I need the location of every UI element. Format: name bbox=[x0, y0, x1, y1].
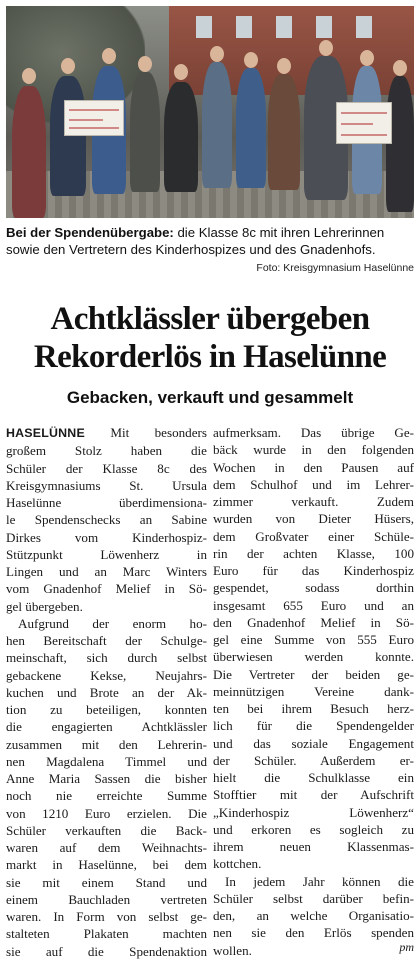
article-line: nen sie den Erlös spenden bbox=[213, 925, 414, 941]
article-line: waren auf dem Weihnachts- bbox=[6, 840, 207, 855]
person bbox=[236, 68, 266, 188]
person-head bbox=[61, 58, 75, 74]
article-line: dem Großvater einer Schüle- bbox=[213, 528, 414, 544]
caption-text: die Klasse 8c mit ihren Lehrerinnen sowie den Vertretern des Kinderhospizes und des Gnadenhofs. bbox=[6, 225, 385, 257]
article-line: hen Bereitschaft der Schulge- bbox=[6, 633, 207, 648]
person-head bbox=[102, 48, 116, 64]
donation-cheque-left bbox=[64, 100, 124, 136]
article-line: Schüler verkauften die Back- bbox=[6, 822, 207, 838]
article-line: rin der achten Klasse, 100 bbox=[213, 545, 414, 561]
person-head bbox=[393, 60, 407, 76]
person bbox=[130, 72, 160, 192]
article-line: gespendet, sodass dorthin bbox=[213, 580, 414, 596]
article-line: großem Stolz haben die bbox=[6, 443, 207, 459]
person bbox=[386, 76, 414, 212]
article-line: meinschaft, sich durch selbst bbox=[6, 650, 207, 666]
article-line: dem Schulhof und im Lehrer- bbox=[213, 476, 414, 492]
article-line: und das soziale Engagement bbox=[213, 735, 414, 751]
article-line: überwiesen werden konnte. bbox=[213, 649, 414, 665]
article-line: nen Magdalena Timmel und bbox=[6, 753, 207, 769]
caption-lead: Bei der Spendenübergabe: bbox=[6, 225, 174, 240]
article-line: den, an welche Organisatio- bbox=[213, 908, 414, 923]
person-head bbox=[319, 40, 333, 56]
person-head bbox=[244, 52, 258, 68]
person-head bbox=[277, 58, 291, 74]
window bbox=[356, 16, 372, 38]
article-line: die engagierten Achtklässler bbox=[6, 719, 207, 735]
article-line: Anne Maria Sassen die bisher bbox=[6, 771, 207, 786]
article-line: Stützpunkt Löwenherz in bbox=[6, 546, 207, 562]
person bbox=[164, 82, 198, 192]
article-line: gebackene Kekse, Neujahrs- bbox=[6, 667, 207, 683]
article-line: bäck wurde in den folgenden bbox=[213, 442, 414, 458]
person-head bbox=[22, 68, 36, 84]
article-line: markt in Haselünne, bei dem bbox=[6, 857, 207, 873]
article-line: wurden von Dieter Hüsers, bbox=[213, 511, 414, 527]
article-line: Aufgrund der enorm ho- bbox=[18, 615, 207, 631]
window bbox=[276, 16, 292, 38]
article-line: aufmerksam. Das übrige Ge- bbox=[213, 425, 414, 440]
article-line: den Gnadenhof Melief in Sö- bbox=[213, 614, 414, 630]
article-line: In jedem Jahr können die bbox=[225, 873, 414, 889]
article-line: Wochen in den Pausen auf bbox=[213, 459, 414, 475]
article-line: tion zu beteiligen, konnten bbox=[6, 702, 207, 717]
headline-line-1: Achtklässler übergeben bbox=[50, 301, 370, 337]
article-line: von 1210 Euro erzielen. Die bbox=[6, 805, 207, 821]
window bbox=[236, 16, 252, 38]
photo-caption bbox=[6, 224, 414, 258]
article-headline bbox=[0, 300, 420, 376]
article-line: Schüler der Klasse 8c des bbox=[6, 460, 207, 476]
person bbox=[12, 86, 46, 218]
article-line: vom Gnadenhof Melief in Sö- bbox=[6, 581, 207, 597]
article-line: noch nie erreichte Summe bbox=[6, 788, 207, 804]
article-line-text: Mit besonders bbox=[84, 425, 207, 440]
article-line: ten bei ihrem Besuch herz- bbox=[213, 701, 414, 716]
article-line: Dirkes vom Kinderhospiz- bbox=[6, 529, 207, 545]
article-line bbox=[6, 424, 207, 442]
article-line: stalteten Plakaten machten bbox=[6, 926, 207, 942]
window bbox=[316, 16, 332, 38]
person bbox=[268, 74, 300, 190]
article-line: Euro für das Kinderhospiz bbox=[213, 563, 414, 578]
headline-line-2: Rekorderlös in Haselünne bbox=[33, 339, 387, 375]
article-dateline: HASELÜNNE bbox=[6, 426, 85, 440]
article-line: wollen. bbox=[213, 942, 252, 958]
article-line: gel eine Summe von 555 Euro bbox=[213, 632, 414, 647]
article-line: kottchen. bbox=[213, 856, 262, 872]
window bbox=[196, 16, 212, 38]
article-column-left bbox=[6, 424, 207, 960]
person-head bbox=[360, 50, 374, 66]
article-line: Schüler selbst darüber befin- bbox=[213, 890, 414, 906]
article-line: einem Bauchladen vertreten bbox=[6, 891, 207, 907]
person bbox=[50, 76, 86, 196]
article-line: waren. In Form von selbst ge- bbox=[6, 909, 207, 924]
person-head bbox=[138, 56, 152, 72]
article-line: sie auf die Spendenaktion bbox=[6, 943, 207, 959]
article-line: Kreisgymnasiums St. Ursula bbox=[6, 477, 207, 493]
person-head bbox=[210, 46, 224, 62]
photo-credit: Foto: Kreisgymnasium Haselünne bbox=[256, 262, 414, 274]
author-signature: pm bbox=[399, 940, 414, 954]
article-line: kuchen und Brote an der Ak- bbox=[6, 684, 207, 700]
article-line: der Schüler. Außerdem er- bbox=[213, 752, 414, 768]
article-line: le Spendenschecks an Sabine bbox=[6, 512, 207, 528]
article-line: Haselünne überdimensiona- bbox=[6, 495, 207, 510]
donation-cheque-right bbox=[336, 102, 392, 144]
article-line: zusammen mit den Lehrerin- bbox=[6, 736, 207, 752]
article-line: insgesamt 655 Euro und an bbox=[213, 597, 414, 613]
article-subheadline: Gebacken, verkauft und gesammelt bbox=[66, 388, 354, 407]
article-column-right bbox=[213, 424, 414, 959]
person bbox=[202, 62, 232, 188]
article-line: lich für die Spendengelder bbox=[213, 718, 414, 734]
article-line: hielt die Schulklasse ein bbox=[213, 770, 414, 785]
article-line: und erkoren es sogleich zu bbox=[213, 821, 414, 837]
group-photo bbox=[6, 6, 414, 218]
article-line: Stofftier mit der Aufschrift bbox=[213, 787, 414, 803]
article-line: gel übergeben. bbox=[6, 598, 83, 614]
article-line: Lingen und an Marc Winters bbox=[6, 564, 207, 579]
article-line: Die Vertreter der beiden ge- bbox=[213, 666, 414, 682]
person-head bbox=[174, 64, 188, 80]
article-line: ihrem neuen Klassenmas- bbox=[213, 839, 414, 854]
article-line: meinnützigen Vereine dank- bbox=[213, 683, 414, 699]
article-line: sie mit einem Stand und bbox=[6, 874, 207, 890]
article-line: „Kinderhospiz Löwenherz“ bbox=[213, 804, 414, 820]
article-line: zimmer verkauft. Zudem bbox=[213, 494, 414, 509]
